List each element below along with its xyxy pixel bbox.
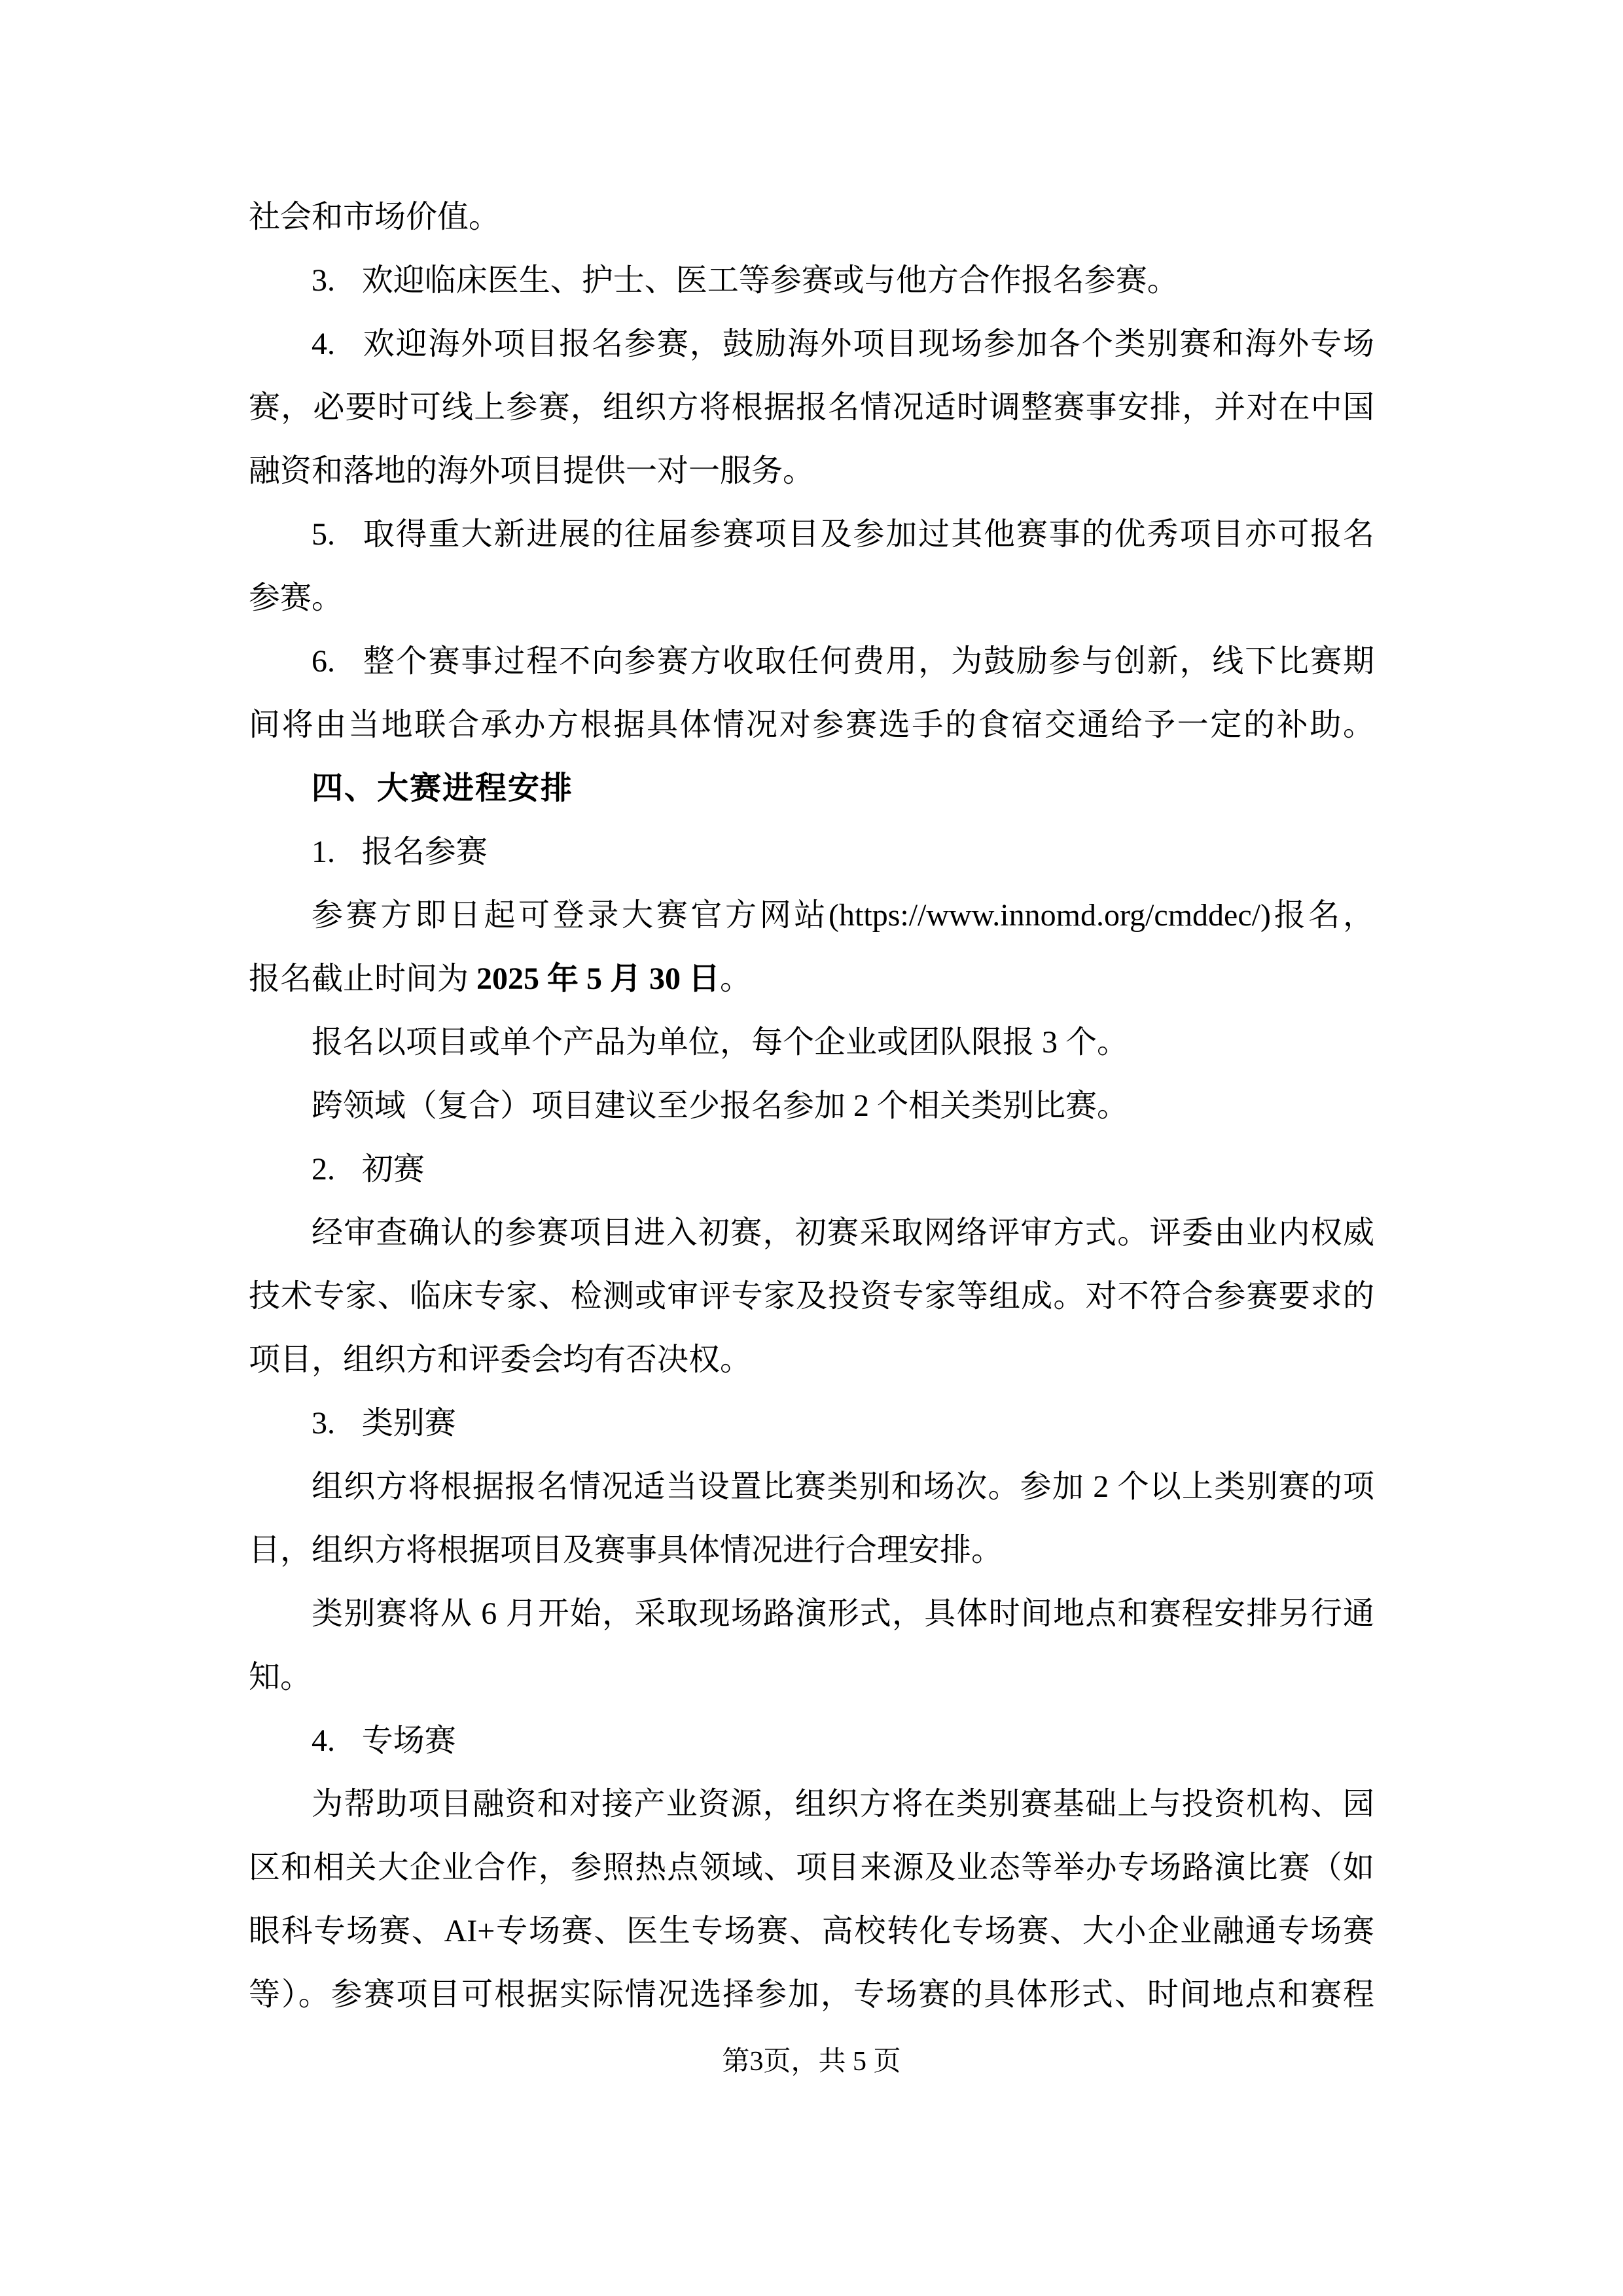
text-segment: 项目，组织方和评委会均有否决权。 xyxy=(249,1342,752,1377)
text-line xyxy=(249,1709,1374,1772)
text-line xyxy=(249,1772,1374,1836)
text-line xyxy=(249,1645,1374,1709)
text-segment: 。 xyxy=(720,961,752,996)
text-line xyxy=(249,1455,1374,1518)
text-segment: 知。 xyxy=(249,1660,312,1695)
text-segment: 报名参赛 xyxy=(361,834,488,869)
text-segment: 整个赛事过程不向参赛方收取任何费用，为鼓励参与创新，线下比赛期 xyxy=(361,644,1374,679)
text-line xyxy=(249,1963,1374,2026)
text-segment: 类别赛将从 6 月开始，采取现场路演形式，具体时间地点和赛程安排另行通 xyxy=(312,1596,1374,1631)
page-footer: 第3页，共 5 页 xyxy=(722,2047,901,2077)
text-segment: 类别赛 xyxy=(361,1406,456,1441)
text-line xyxy=(249,376,1374,439)
list-item-number: 4. xyxy=(312,1723,335,1758)
text-segment: 参赛。 xyxy=(249,581,344,615)
text-segment: 欢迎临床医生、护士、医工等参赛或与他方合作报名参赛。 xyxy=(361,263,1179,298)
section-heading-line xyxy=(249,757,1374,820)
text-segment: 间将由当地联合承办方根据具体情况对参赛选手的食宿交通给予一定的补助。 xyxy=(249,708,1374,742)
text-segment: 区和相关大企业合作，参照热点领域、项目来源及业态等举办专场路演比赛（如 xyxy=(249,1850,1374,1885)
list-item-number: 3. xyxy=(312,1406,335,1441)
text-segment: 目，组织方将根据项目及赛事具体情况进行合理安排。 xyxy=(249,1533,1003,1568)
text-segment: 技术专家、临床专家、检测或审评专家及投资专家等组成。对不符合参赛要求的 xyxy=(249,1279,1374,1314)
text-line xyxy=(249,630,1374,693)
text-line xyxy=(249,185,1374,249)
text-segment: 赛，必要时可线上参赛，组织方将根据报名情况适时调整赛事安排，并对在中国 xyxy=(249,390,1374,425)
text-line xyxy=(249,947,1374,1011)
text-line xyxy=(249,503,1374,566)
text-line xyxy=(249,439,1374,503)
text-line xyxy=(249,884,1374,947)
text-line xyxy=(249,566,1374,630)
list-item-number: 1. xyxy=(312,834,335,869)
list-item-number: 4. xyxy=(312,327,335,361)
list-item-number: 5. xyxy=(312,517,335,552)
text-line xyxy=(249,1201,1374,1265)
document-body xyxy=(249,185,1374,2026)
list-item-number: 3. xyxy=(312,263,335,298)
text-line xyxy=(249,820,1374,884)
list-item-number: 2. xyxy=(312,1152,335,1187)
text-line xyxy=(249,1582,1374,1645)
text-segment: 组织方将根据报名情况适当设置比赛类别和场次。参加 2 个以上类别赛的项 xyxy=(312,1469,1374,1504)
text-segment: 2025 年 5 月 30 日 xyxy=(476,961,721,996)
text-line xyxy=(249,1265,1374,1328)
text-segment: 初赛 xyxy=(361,1152,425,1187)
text-line xyxy=(249,1836,1374,1899)
text-line xyxy=(249,1518,1374,1582)
text-line xyxy=(249,1138,1374,1201)
text-segment: 欢迎海外项目报名参赛，鼓励海外项目现场参加各个类别赛和海外专场 xyxy=(361,327,1374,361)
text-segment: 专场赛 xyxy=(361,1723,456,1758)
text-segment: 跨领域（复合）项目建议至少报名参加 2 个相关类别比赛。 xyxy=(312,1088,1129,1123)
text-segment: 报名以项目或单个产品为单位，每个企业或团队限报 3 个。 xyxy=(312,1025,1129,1060)
url-text: (https://www.innomd.org/cmddec/) xyxy=(829,898,1271,933)
text-segment: 眼科专场赛、AI+专场赛、医生专场赛、高校转化专场赛、大小企业融通专场赛 xyxy=(249,1914,1374,1948)
text-line xyxy=(249,1328,1374,1391)
text-line xyxy=(249,1899,1374,1963)
text-line xyxy=(249,249,1374,312)
text-segment: 融资和落地的海外项目提供一对一服务。 xyxy=(249,454,815,488)
text-segment: 报名截止时间为 xyxy=(249,961,477,996)
section-heading-text: 四、大赛进程安排 xyxy=(312,771,574,806)
text-segment: 经审查确认的参赛项目进入初赛，初赛采取网络评审方式。评委由业内权威 xyxy=(312,1215,1374,1250)
text-segment: 参赛方即日起可登录大赛官方网站 xyxy=(312,898,829,933)
text-segment: 社会和市场价值。 xyxy=(249,200,501,234)
text-segment: 等）。参赛项目可根据实际情况选择参加，专场赛的具体形式、时间地点和赛程 xyxy=(249,1977,1374,2012)
text-segment: 为帮助项目融资和对接产业资源，组织方将在类别赛基础上与投资机构、园 xyxy=(312,1787,1374,1821)
text-line xyxy=(249,1391,1374,1455)
list-item-number: 6. xyxy=(312,644,335,679)
text-line xyxy=(249,312,1374,376)
text-segment: 报名， xyxy=(1270,898,1374,933)
text-line xyxy=(249,1011,1374,1074)
text-line xyxy=(249,1074,1374,1138)
text-segment: 取得重大新进展的往届参赛项目及参加过其他赛事的优秀项目亦可报名 xyxy=(361,517,1374,552)
text-line xyxy=(249,693,1374,757)
